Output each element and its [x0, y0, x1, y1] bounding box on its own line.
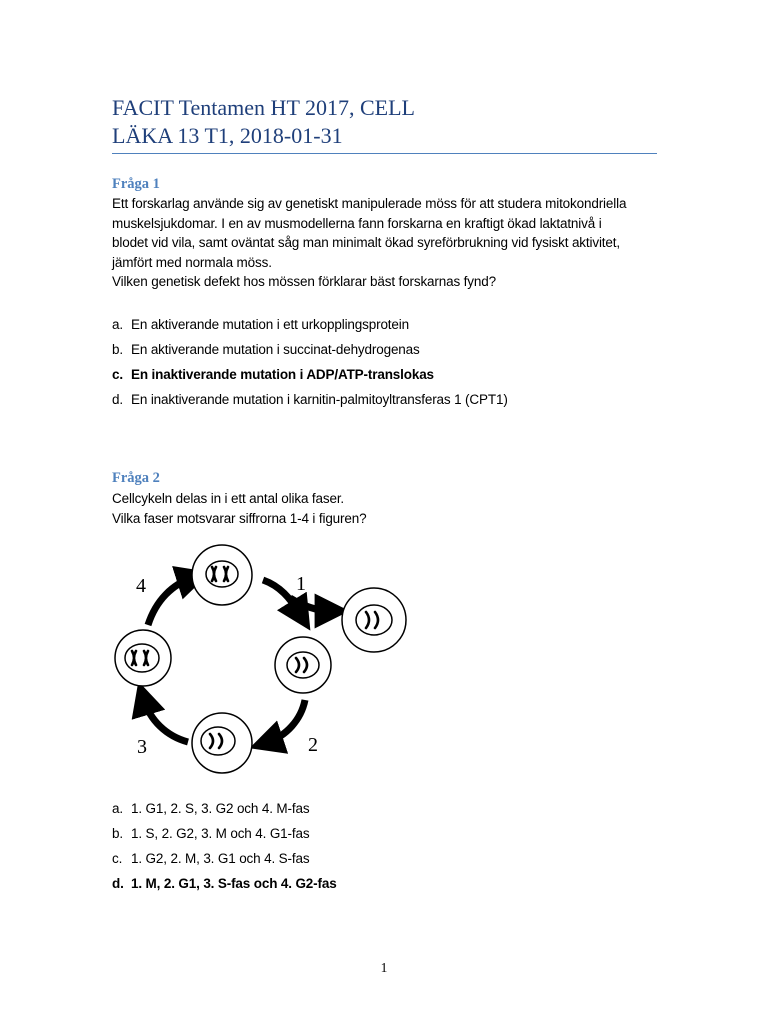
question-1-line: blodet vid vila, samt oväntat såg man minimalt ökad syreförbrukning vid fysiskt aktivitet,: [112, 235, 620, 250]
cell-bottom: [192, 713, 252, 773]
option-letter: d.: [112, 392, 123, 407]
option-letter: c.: [112, 367, 123, 382]
option-letter: a.: [112, 801, 123, 816]
option-letter: b.: [112, 826, 123, 841]
option-text: 1. G1, 2. S, 3. G2 och 4. M-fas: [131, 801, 310, 816]
question-2-line: Cellcykeln delas in i ett antal olika faser.: [112, 491, 345, 506]
title-divider: [112, 153, 657, 154]
cell-right: [275, 637, 331, 693]
option-text: En inaktiverande mutation i karnitin-palmitoyltransferas 1 (CPT1): [131, 392, 508, 407]
cell-right-top: [342, 588, 406, 652]
option-letter: d.: [112, 876, 124, 891]
document-title: [112, 94, 415, 150]
option-text: 1. S, 2. G2, 3. M och 4. G1-fas: [131, 826, 310, 841]
cell-cycle-diagram: [108, 540, 418, 780]
question-1-option-a: [112, 317, 409, 332]
option-text: En aktiverande mutation i succinat-dehydrogenas: [131, 342, 420, 357]
label-1: 1: [296, 573, 306, 595]
cell-left: [115, 630, 171, 686]
arrow-4: [148, 578, 192, 625]
page-number: 1: [380, 960, 388, 975]
question-1-line: muskelsjukdomar. I en av musmodellerna fann forskarna en kraftigt ökad laktatnivå i: [112, 215, 602, 231]
option-text: 1. G2, 2. M, 3. G1 och 4. S-fas: [131, 851, 310, 866]
option-letter: a.: [112, 317, 123, 332]
arrow-2: [268, 700, 305, 742]
label-4: 4: [136, 575, 146, 597]
question-2-option-a: [112, 801, 309, 816]
question-1-line: jämfört med normala möss.: [112, 254, 272, 270]
question-2-heading: Fråga 2: [112, 470, 160, 486]
question-2-text: [112, 489, 672, 528]
question-1-option-d: [112, 392, 508, 407]
title-line-1: FACIT Tentamen HT 2017, CELL: [112, 95, 415, 120]
title-line-2: LÄKA 13 T1, 2018-01-31: [112, 123, 343, 148]
option-letter: b.: [112, 342, 123, 357]
label-2: 2: [308, 734, 318, 756]
question-1-heading: Fråga 1: [112, 176, 160, 192]
question-1-text: [112, 194, 672, 292]
arrow-3: [144, 700, 188, 742]
question-2-option-b: [112, 826, 309, 841]
question-1-line: Vilken genetisk defekt hos mössen förklarar bäst forskarnas fynd?: [112, 274, 496, 289]
cell-top: [192, 545, 252, 605]
label-3: 3: [137, 736, 147, 758]
option-text: 1. M, 2. G1, 3. S-fas och 4. G2-fas: [131, 876, 337, 891]
option-text: En inaktiverande mutation i ADP/ATP-translokas: [131, 367, 434, 382]
question-1-option-b: [112, 342, 420, 357]
question-1-line: Ett forskarlag använde sig av genetiskt manipulerade möss för att studera mitokondriella: [112, 196, 627, 211]
question-2-option-c: [112, 851, 309, 866]
question-2-line: Vilka faser motsvarar siffrorna 1-4 i figuren?: [112, 510, 367, 526]
option-letter: c.: [112, 851, 123, 866]
option-text: En aktiverande mutation i ett urkopplingsprotein: [131, 317, 409, 332]
question-1-option-c-correct: [112, 367, 434, 382]
question-2-option-d-correct: [112, 876, 337, 891]
